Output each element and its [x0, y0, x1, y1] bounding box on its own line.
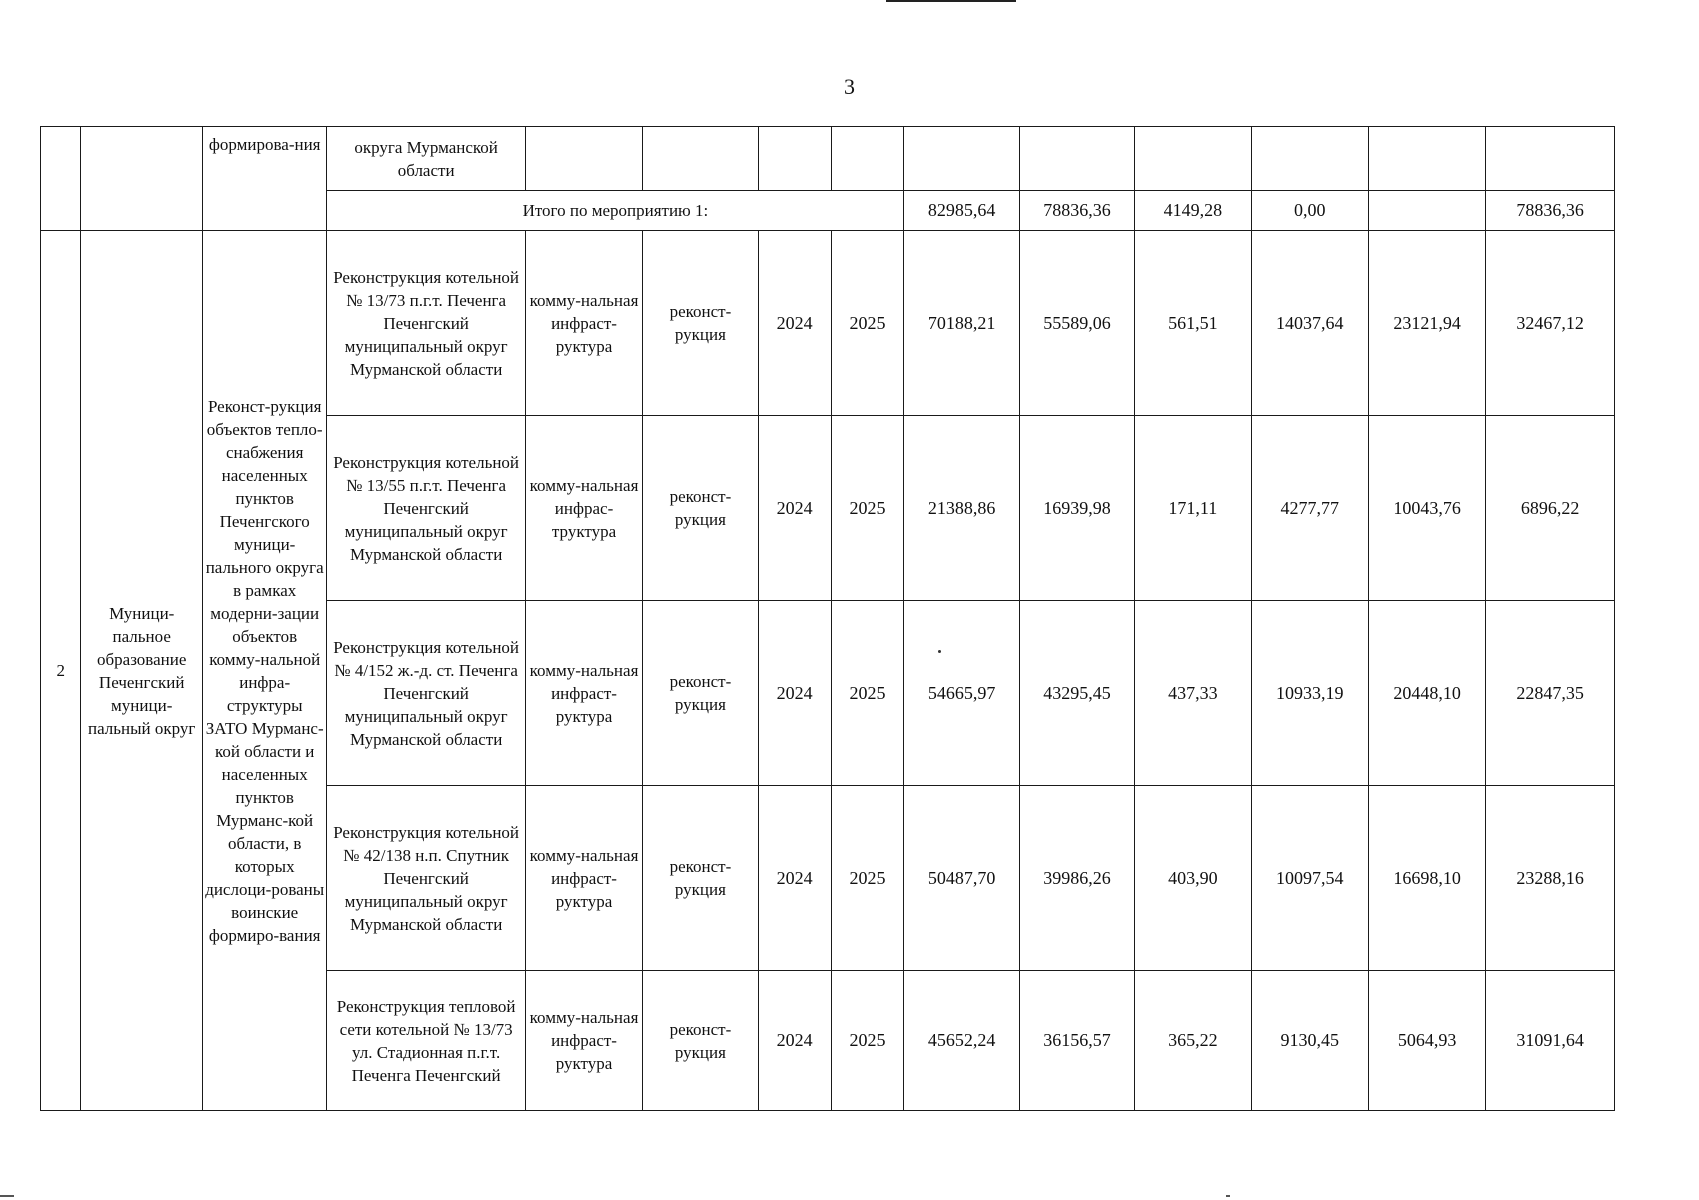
- cell-number-empty: [41, 127, 81, 231]
- cell-empty: [1486, 127, 1615, 191]
- total-value-3: 4149,28: [1135, 191, 1251, 231]
- cell-measure-continuation: формирова-ния: [202, 127, 327, 231]
- value-2: 36156,57: [1019, 971, 1134, 1111]
- value-2: 55589,06: [1019, 231, 1134, 416]
- program-table: [40, 126, 1615, 1111]
- value-6: 31091,64: [1486, 971, 1615, 1111]
- start-year: 2024: [758, 416, 831, 601]
- value-4: 10933,19: [1251, 601, 1368, 786]
- total-value-5: [1368, 191, 1485, 231]
- sector: комму-нальная инфраст-руктура: [525, 601, 642, 786]
- sector: комму-нальная инфраст-руктура: [525, 971, 642, 1111]
- work-type: реконст-рукция: [643, 231, 758, 416]
- value-3: 437,33: [1135, 601, 1251, 786]
- cell-empty: [904, 127, 1019, 191]
- work-type: реконст-рукция: [643, 416, 758, 601]
- object-name: Реконструкция котельной № 42/138 н.п. Спутник Печенгский муниципальный округ Мурманской области: [327, 786, 525, 971]
- value-5: 10043,76: [1368, 416, 1485, 601]
- scan-mark: [1226, 1195, 1230, 1197]
- total-value-2: 78836,36: [1019, 191, 1134, 231]
- value-5: 5064,93: [1368, 971, 1485, 1111]
- cell-municipality-empty: [81, 127, 202, 231]
- sector: комму-нальная инфраст-руктура: [525, 231, 642, 416]
- object-name: Реконструкция котельной № 13/55 п.г.т. Печенга Печенгский муниципальный округ Мурманской области: [327, 416, 525, 601]
- value-2: 39986,26: [1019, 786, 1134, 971]
- value-3: 403,90: [1135, 786, 1251, 971]
- end-year: 2025: [831, 416, 904, 601]
- start-year: 2024: [758, 786, 831, 971]
- object-name: Реконструкция котельной № 4/152 ж.-д. ст. Печенга Печенгский муниципальный округ Мурманской области: [327, 601, 525, 786]
- work-type: реконст-рукция: [643, 786, 758, 971]
- cell-empty: [1019, 127, 1134, 191]
- group-measure: Реконст-рукция объектов тепло-снабжения населенных пунктов Печенгского муници-пального округа в рамках модерни-зации объектов комму-нальной инфра-структуры ЗАТО Мурманс-кой области и населенных пунктов Мурманс-кой области, в которых дислоци-рованы воинские формиро-вания: [202, 231, 327, 1111]
- value-4: 4277,77: [1251, 416, 1368, 601]
- sector: комму-нальная инфраст-руктура: [525, 786, 642, 971]
- cell-object-continuation: округа Мурманской области: [327, 127, 525, 191]
- value-1: 45652,24: [904, 971, 1019, 1111]
- value-3: 171,11: [1135, 416, 1251, 601]
- value-4: 9130,45: [1251, 971, 1368, 1111]
- cell-empty: [758, 127, 831, 191]
- value-2: 43295,45: [1019, 601, 1134, 786]
- value-1: 70188,21: [904, 231, 1019, 416]
- value-6: 32467,12: [1486, 231, 1615, 416]
- value-2: 16939,98: [1019, 416, 1134, 601]
- value-5: 16698,10: [1368, 786, 1485, 971]
- group-municipality: Муници-пальное образование Печенгский муници-пальный округ: [81, 231, 202, 1111]
- start-year: 2024: [758, 601, 831, 786]
- end-year: 2025: [831, 231, 904, 416]
- value-3: 561,51: [1135, 231, 1251, 416]
- cell-empty: [1251, 127, 1368, 191]
- value-1: 54665,97: [904, 601, 1019, 786]
- value-5: 20448,10: [1368, 601, 1485, 786]
- group-number: 2: [41, 231, 81, 1111]
- object-name: Реконструкция котельной № 13/73 п.г.т. Печенга Печенгский муниципальный округ Мурманской области: [327, 231, 525, 416]
- object-name: Реконструкция тепловой сети котельной № 13/73 ул. Стадионная п.г.т. Печенга Печенгский: [327, 971, 525, 1111]
- total-label: Итого по мероприятию 1:: [327, 191, 904, 231]
- sector: комму-нальная инфрас-труктура: [525, 416, 642, 601]
- value-1: 21388,86: [904, 416, 1019, 601]
- cell-empty: [643, 127, 758, 191]
- start-year: 2024: [758, 971, 831, 1111]
- value-6: 6896,22: [1486, 416, 1615, 601]
- cell-empty: [831, 127, 904, 191]
- total-value-6: 78836,36: [1486, 191, 1615, 231]
- value-5: 23121,94: [1368, 231, 1485, 416]
- value-6: 23288,16: [1486, 786, 1615, 971]
- value-6: 22847,35: [1486, 601, 1615, 786]
- page-number: 3: [844, 74, 855, 99]
- value-3: 365,22: [1135, 971, 1251, 1111]
- work-type: реконст-рукция: [643, 601, 758, 786]
- table-row: [41, 231, 1615, 416]
- end-year: 2025: [831, 971, 904, 1111]
- work-type: реконст-рукция: [643, 971, 758, 1111]
- end-year: 2025: [831, 601, 904, 786]
- cell-empty: [1135, 127, 1251, 191]
- scan-speck: [938, 650, 941, 653]
- cell-empty: [1368, 127, 1485, 191]
- value-4: 10097,54: [1251, 786, 1368, 971]
- value-4: 14037,64: [1251, 231, 1368, 416]
- total-value-4: 0,00: [1251, 191, 1368, 231]
- start-year: 2024: [758, 231, 831, 416]
- top-rule: [886, 0, 1016, 2]
- value-1: 50487,70: [904, 786, 1019, 971]
- total-value-1: 82985,64: [904, 191, 1019, 231]
- scan-mark: [0, 1195, 14, 1197]
- table-row-continuation: [41, 127, 1615, 191]
- end-year: 2025: [831, 786, 904, 971]
- cell-empty: [525, 127, 642, 191]
